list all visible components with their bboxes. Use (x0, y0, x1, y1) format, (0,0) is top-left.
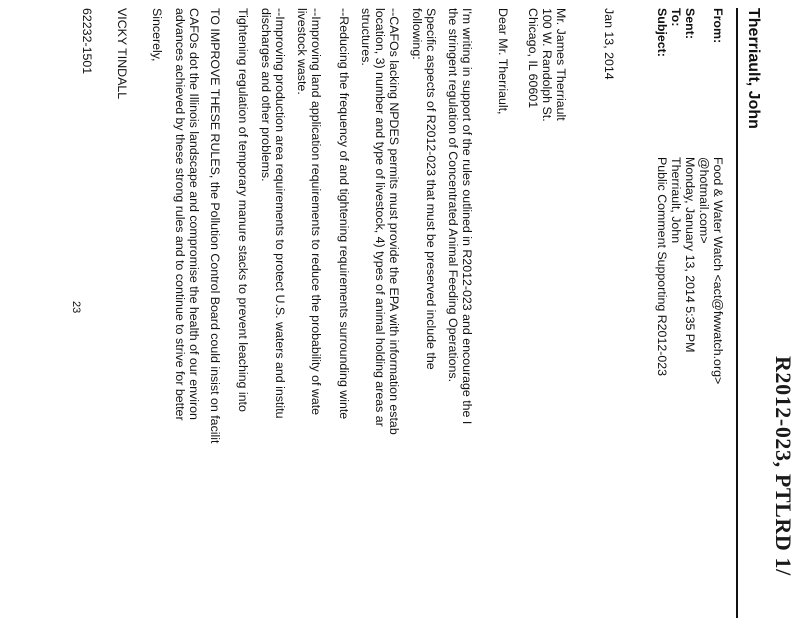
text-line: Specific aspects of R2012-023 that must be preserved include the (424, 8, 438, 370)
value-sent: Monday, January 13, 2014 5:35 PM (683, 157, 697, 353)
cafos-paragraph (171, 8, 201, 618)
text-line: Tightening regulation of temporary manure stacks to prevent leaching into (236, 8, 250, 412)
text-line: livestock waste. (295, 8, 309, 95)
value-from: Food & Water Watch <act@fwwatch.org> (711, 157, 725, 385)
text-line: structures. (359, 8, 373, 66)
text-line: CAFOs dot the Illinois landscape and compromise the health of our environ (187, 8, 201, 420)
text-line: location, 3) number and type of livestock, 4) types of animal holding areas ar (373, 8, 387, 427)
text-line: --Reducing the frequency of and tightening requirements surrounding winte (337, 8, 351, 420)
text-line: --CAFOs lacking NPDES permits must provide the EPA with information estab (387, 8, 401, 435)
text-line: I'm writing in support of the rules outlined in R2012-023 and encourage the I (460, 8, 474, 425)
text-line: following: (410, 8, 424, 60)
address-line: 100 W. Randolph St. (540, 8, 554, 122)
value-to: Therriault, John (669, 157, 683, 244)
bullet-production-area (257, 8, 287, 618)
text-line: --Improving land application requirements to reduce the probability of wate (309, 8, 323, 416)
text-line: advances achieved by these strong rules and to continue to strive for better (173, 8, 187, 421)
address-line: Chicago, IL 60601 (526, 8, 540, 109)
tightening-paragraph (208, 8, 250, 618)
bullet-reducing-frequency (333, 8, 351, 618)
value-from-cont: @hotmail.com> (697, 157, 711, 244)
text-line: --Improving production area requirements to protect U.S. waters and institu (273, 8, 287, 419)
text-line: discharges and other problems. (259, 8, 273, 182)
intro-paragraph (444, 8, 474, 618)
salutation: Dear Mr. Therriault, (496, 8, 510, 115)
label-from: From: (711, 8, 725, 44)
label-subject: Subject: (655, 8, 669, 57)
sender-name: Therriault, John (745, 8, 762, 129)
page-number: 23 (70, 301, 82, 314)
closing: Sincerely, (150, 8, 164, 62)
docket-stamp: R2012-023, PTLRD 1/ (771, 356, 796, 576)
aspects-paragraph (408, 8, 438, 618)
bullet-npdes (357, 8, 401, 618)
address-line: Mr. James Therriault (554, 8, 568, 121)
label-to: To: (669, 8, 683, 27)
signer-zip: 62232-1501 (80, 8, 94, 75)
text-line: TO IMPROVE THESE RULES, the Pollution Control Board could insist on facilit (208, 8, 222, 444)
text-line: the stringent regulation of Concentrated Animal Feeding Operations. (446, 8, 460, 383)
value-subject: Public Comment Supporting R2012-023 (655, 157, 669, 377)
bullet-land-application (293, 8, 323, 618)
header-rule (736, 8, 738, 618)
letter-date: Jan 13, 2014 (602, 8, 616, 80)
label-sent: Sent: (683, 8, 697, 39)
signature-name: VICKY TINDALL (115, 8, 129, 100)
